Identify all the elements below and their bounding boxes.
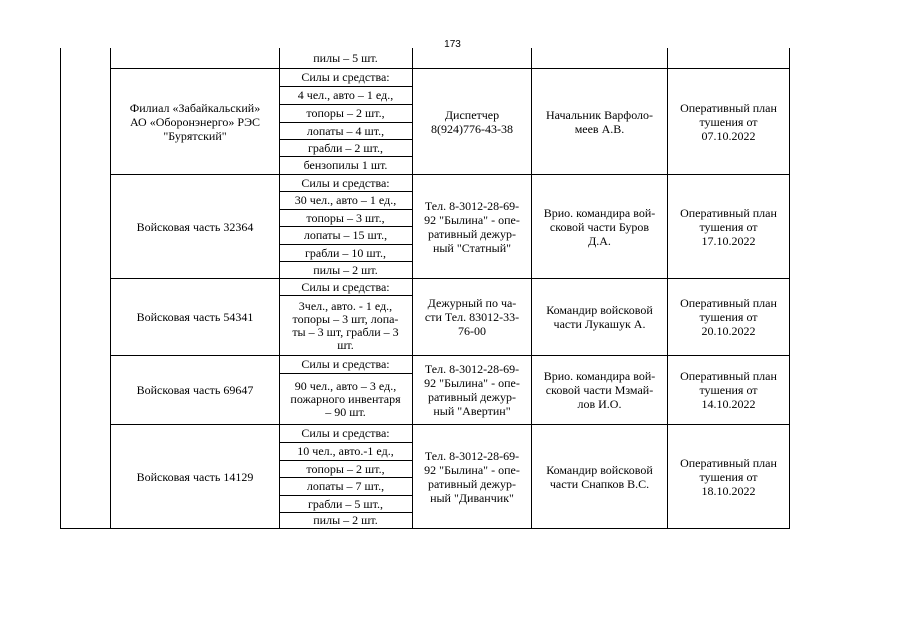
- table-border-bottom: [60, 528, 789, 529]
- resource-item: Силы и средства:: [301, 70, 390, 84]
- resource-item: пилы – 2 шт.: [313, 513, 378, 527]
- responsible-person: Врио. командира вой- сковой части Буров Д.А.: [543, 205, 656, 248]
- resource-item: 4 чел., авто – 1 ед.,: [297, 88, 394, 102]
- resource-item: лопаты – 4 шт.,: [306, 123, 385, 138]
- fire-plan: Оперативный план тушения от 07.10.2022: [680, 100, 777, 143]
- org-name: Филиал «Забайкальский» АО «Оборонэнерго» РЭС "Бурятский": [129, 100, 261, 143]
- responsible-person: Командир войсковой части Лукашук А.: [546, 303, 653, 331]
- fire-plan: Оперативный план тушения от 20.10.2022: [680, 296, 777, 338]
- resource-item: топоры – 2 шт.,: [306, 461, 385, 476]
- resource-item: 90 чел., авто – 3 ед., пожарного инвентаря – 90 шт.: [290, 378, 401, 419]
- resource-item: Силы и средства:: [301, 426, 390, 440]
- org-name: Войсковая часть 32364: [136, 219, 254, 234]
- resource-item: 10 чел., авто.-1 ед.,: [297, 444, 394, 458]
- fire-plan: Оперативный план тушения от 18.10.2022: [680, 455, 777, 498]
- resource-item: пилы – 2 шт.: [313, 262, 378, 277]
- resource-item: бензопилы 1 шт.: [303, 158, 388, 172]
- resource-item: топоры – 3 шт.,: [306, 210, 385, 225]
- contact-info: Диспетчер 8(924)776-43-38: [431, 107, 513, 136]
- resource-item: грабли – 5 шт.,: [307, 496, 384, 511]
- responsible-person: Врио. командира вой- сковой части Мзмай- лов И.О.: [543, 369, 656, 411]
- resource-item: 30 чел., авто – 1 ед.,: [294, 193, 397, 207]
- contact-info: Дежурный по ча- сти Тел. 83012-33- 76-00: [424, 296, 520, 338]
- resource-item: Силы и средства:: [301, 279, 390, 294]
- org-name: Войсковая часть 14129: [136, 469, 254, 484]
- resource-item: грабли – 10 шт.,: [304, 245, 387, 260]
- org-name: Войсковая часть 54341: [136, 310, 254, 324]
- contact-info: Тел. 8-3012-28-69- 92 "Былина" - опе- ративный дежур- ный "Диванчик": [424, 448, 520, 505]
- responsible-person: Командир войсковой части Снапков В.С.: [546, 462, 653, 491]
- page-number: 173: [444, 39, 461, 50]
- org-name: Войсковая часть 69647: [136, 383, 254, 397]
- resource-item: Силы и средства:: [301, 175, 390, 190]
- resource-item: Силы и средства:: [301, 357, 390, 371]
- resource-item: 3чел., авто. - 1 ед., топоры – 3 шт, лопа- ты – 3 шт, грабли – 3 шт.: [292, 298, 399, 352]
- resource-item: топоры – 2 шт.,: [306, 106, 385, 120]
- responsible-person: Начальник Варфоло- меев А.В.: [545, 107, 654, 136]
- contact-info: Тел. 8-3012-28-69- 92 "Былина" - опе- ративный дежур- ный "Статный": [424, 198, 520, 255]
- table-border-right: [789, 48, 790, 529]
- resource-item: лопаты – 15 шт.,: [303, 228, 388, 242]
- continuation-item: пилы – 5 шт.: [313, 51, 378, 65]
- resource-item: грабли – 2 шт.,: [307, 140, 384, 155]
- fire-plan: Оперативный план тушения от 17.10.2022: [680, 205, 777, 248]
- contact-info: Тел. 8-3012-28-69- 92 "Былина" - опе- ративный дежур- ный "Авертин": [424, 362, 520, 418]
- fire-plan: Оперативный план тушения от 14.10.2022: [680, 369, 777, 411]
- table-border-left: [60, 48, 61, 529]
- resource-item: лопаты – 7 шт.,: [306, 479, 385, 493]
